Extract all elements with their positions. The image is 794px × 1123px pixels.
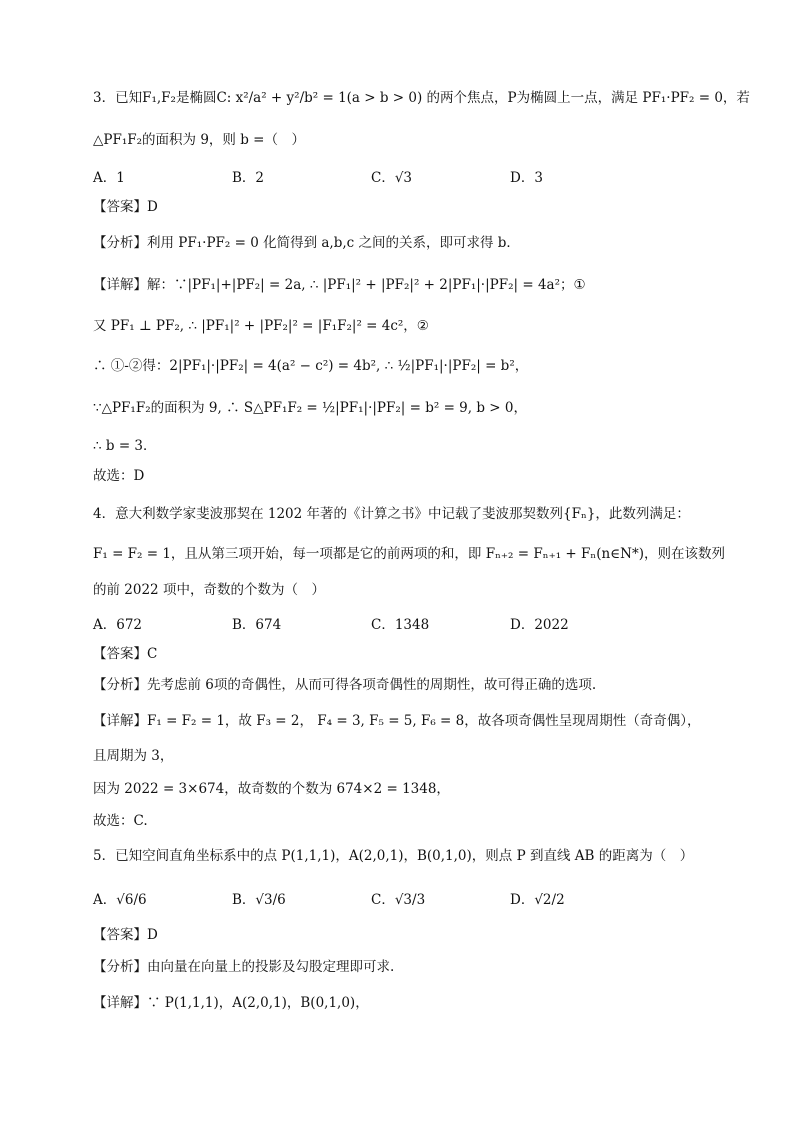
q3-choose: 故选：D bbox=[93, 468, 145, 484]
q3-detail-4: ∵△PF₁F₂的面积为 9, ∴ S△PF₁F₂ = ½|PF₁|·|PF₂| = b² = 9, b > 0， bbox=[93, 400, 527, 416]
q4-stem-line3: 的前 2022 项中，奇数的个数为（ ） bbox=[93, 582, 325, 598]
q5-option-c: C．√3/3 bbox=[371, 892, 426, 908]
q3-answer: 【答案】D bbox=[93, 199, 158, 215]
q4-option-c: C．1348 bbox=[371, 617, 430, 633]
q5-stem: 5．已知空间直角坐标系中的点 P(1,1,1)，A(2,0,1)，B(0,1,0)，则点 P 到直线 AB 的距离为（ ） bbox=[93, 848, 694, 864]
q4-analysis: 【分析】先考虑前 6项的奇偶性，从而可得各项奇偶性的周期性，故可得正确的选项. bbox=[93, 677, 597, 693]
q3-option-a: A．1 bbox=[93, 170, 125, 186]
q5-analysis: 【分析】由向量在向量上的投影及勾股定理即可求. bbox=[93, 959, 395, 975]
q3-option-c: C．√3 bbox=[371, 170, 413, 186]
q3-detail-2: 又 PF₁ ⊥ PF₂, ∴ |PF₁|² + |PF₂|² = |F₁F₂|² = 4c²，② bbox=[93, 318, 429, 334]
q4-stem-line1: 4．意大利数学家斐波那契在 1202 年著的《计算之书》中记载了斐波那契数列{Fₙ}，此数列满足： bbox=[93, 506, 690, 522]
q4-detail-2: 且周期为 3， bbox=[93, 748, 174, 764]
q3-analysis: 【分析】利用 PF₁·PF₂ = 0 化简得到 a,b,c 之间的关系，即可求得 b． bbox=[93, 235, 520, 251]
q4-answer: 【答案】C bbox=[93, 646, 158, 662]
q3-option-d: D．3 bbox=[510, 170, 543, 186]
q4-option-a: A．672 bbox=[93, 617, 143, 633]
q3-detail-3: ∴ ①-②得：2|PF₁|·|PF₂| = 4(a² − c²) = 4b², ∴ ½|PF₁|·|PF₂| = b²， bbox=[93, 358, 529, 374]
q5-option-a: A．√6/6 bbox=[93, 892, 147, 908]
q3-detail-1: 【详解】解：∵|PF₁|+|PF₂| = 2a, ∴ |PF₁|² + |PF₂|² + 2|PF₁|·|PF₂| = 4a²；① bbox=[93, 277, 586, 293]
q3-stem-line2: △PF₁F₂的面积为 9，则 b =（ ） bbox=[93, 132, 305, 148]
q3-option-b: B．2 bbox=[232, 170, 265, 186]
q4-choose: 故选：C. bbox=[93, 813, 148, 829]
q4-detail-3: 因为 2022 = 3×674，故奇数的个数为 674×2 = 1348， bbox=[93, 781, 450, 797]
q3-stem-line1: 3．已知F₁,F₂是椭圆C: x²/a² + y²/b² = 1(a > b > 0) 的两个焦点，P为椭圆上一点，满足 PF₁·PF₂ = 0，若 bbox=[93, 90, 750, 106]
q5-option-d: D．√2/2 bbox=[510, 892, 565, 908]
q4-option-d: D．2022 bbox=[510, 617, 569, 633]
q4-stem-line2: F₁ = F₂ = 1，且从第三项开始，每一项都是它的前两项的和，即 Fₙ₊₂ = Fₙ₊₁ + Fₙ(n∈N*)，则在该数列 bbox=[93, 546, 725, 562]
q4-option-b: B．674 bbox=[232, 617, 282, 633]
q3-detail-5: ∴ b = 3． bbox=[93, 438, 157, 454]
q5-detail-1: 【详解】∵ P(1,1,1)，A(2,0,1)，B(0,1,0)， bbox=[93, 995, 369, 1011]
q4-detail-1: 【详解】F₁ = F₂ = 1，故 F₃ = 2， F₄ = 3, F₅ = 5, F₆ = 8，故各项奇偶性呈现周期性（奇奇偶）， bbox=[93, 713, 701, 729]
q5-answer: 【答案】D bbox=[93, 927, 158, 943]
q5-option-b: B．√3/6 bbox=[232, 892, 286, 908]
